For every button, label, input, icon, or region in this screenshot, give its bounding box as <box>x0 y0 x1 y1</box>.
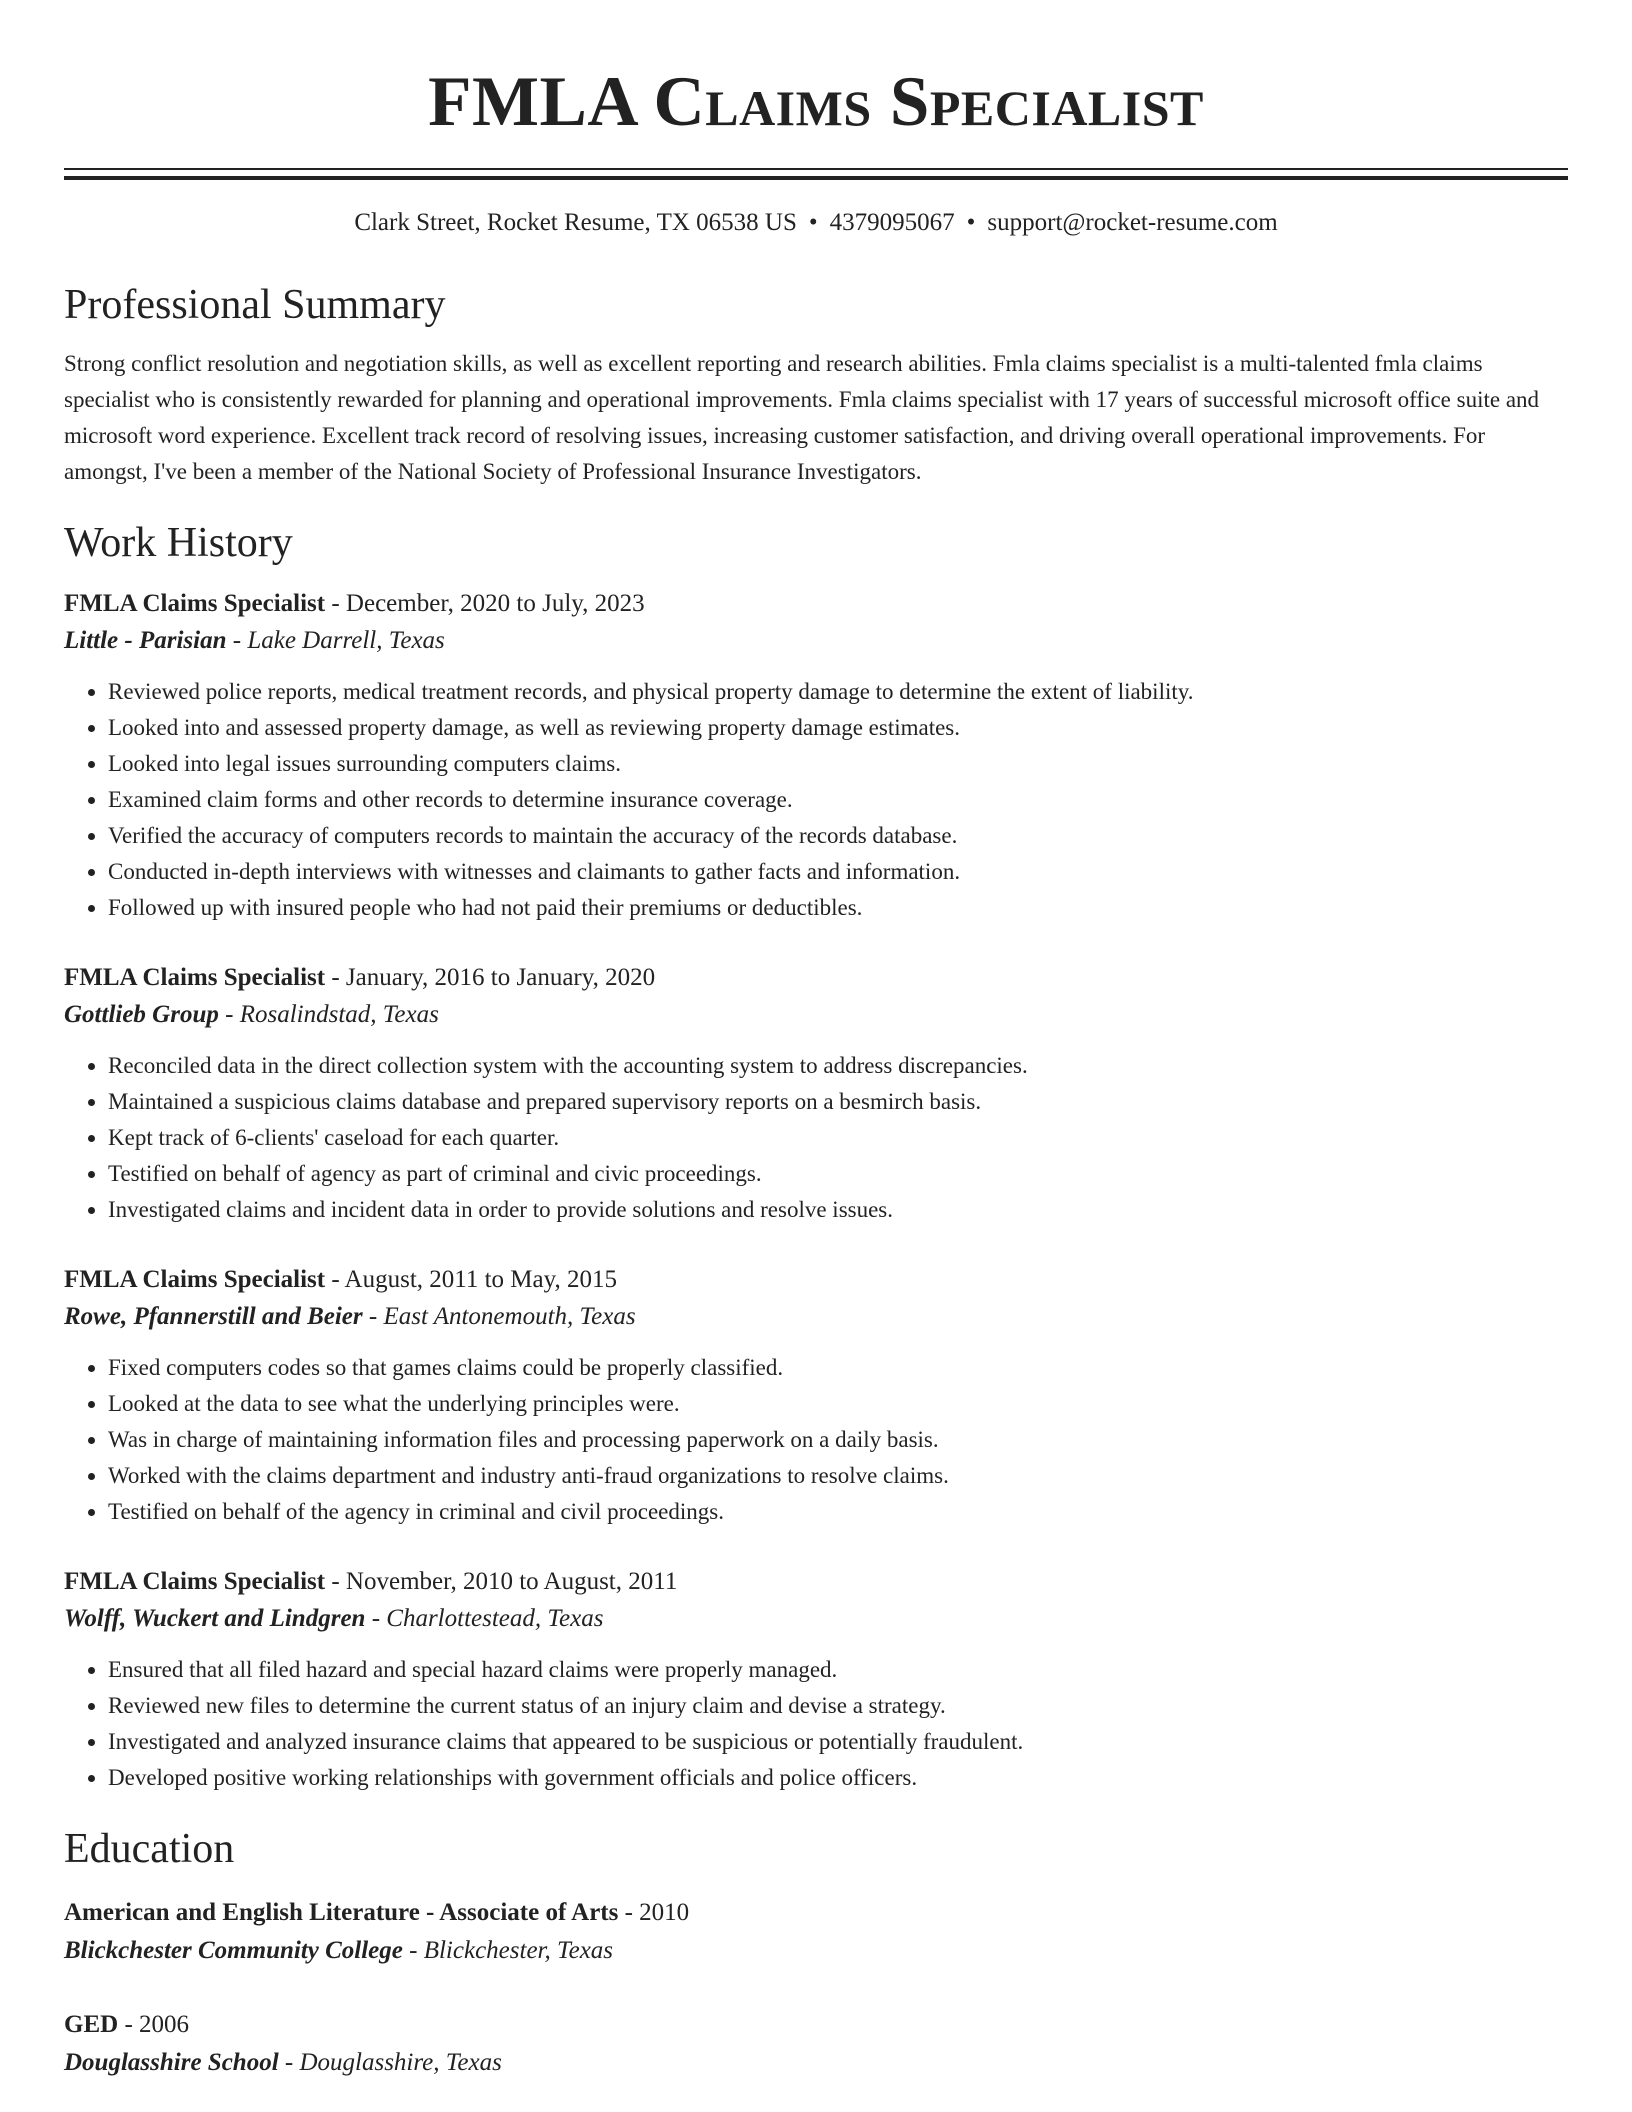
job-dates: - December, 2020 to July, 2023 <box>325 590 645 617</box>
edu-year: - 2006 <box>118 2011 190 2038</box>
edu-location: - Douglasshire, Texas <box>278 2049 502 2076</box>
edu-school: Douglasshire School <box>64 2049 279 2076</box>
job-role: FMLA Claims Specialist <box>64 590 326 617</box>
job-location: - Charlottestead, Texas <box>365 1605 604 1632</box>
job-bullets <box>64 1350 1568 1530</box>
job-company: Little - Parisian <box>64 627 227 654</box>
list-item: • Conducted in-depth interviews with witnesses and claimants to gather facts and information. <box>108 854 1568 890</box>
job-role: FMLA Claims Specialist <box>64 964 326 991</box>
list-item: • Looked into legal issues surrounding computers claims. <box>108 746 1568 782</box>
list-item: • Testified on behalf of agency as part of criminal and civic proceedings. <box>108 1156 1568 1192</box>
job-entry <box>64 1262 1568 1530</box>
job-entry <box>64 586 1568 926</box>
job-dates: - January, 2016 to January, 2020 <box>325 964 656 991</box>
list-item: • Looked at the data to see what the underlying principles were. <box>108 1386 1568 1422</box>
job-dates: - November, 2010 to August, 2011 <box>325 1568 678 1595</box>
employer-line <box>64 1298 1568 1336</box>
list-item: • Was in charge of maintaining information files and processing paperwork on a daily basis. <box>108 1422 1568 1458</box>
edu-school: Blickchester Community College <box>64 1937 403 1964</box>
school-line <box>64 2044 1568 2082</box>
job-company: Wolff, Wuckert and Lindgren <box>64 1605 366 1632</box>
degree-line <box>64 1894 1568 1932</box>
job-dates: - August, 2011 to May, 2015 <box>325 1266 618 1293</box>
employer-line <box>64 1600 1568 1638</box>
list-item: • Looked into and assessed property damage, as well as reviewing property damage estimates. <box>108 710 1568 746</box>
education-heading: Education <box>64 1826 235 1872</box>
edu-year: - 2010 <box>618 1899 690 1926</box>
job-title-line <box>64 586 1568 622</box>
list-item: • Testified on behalf of the agency in criminal and civil proceedings. <box>108 1494 1568 1530</box>
edu-location: - Blickchester, Texas <box>402 1937 614 1964</box>
summary-text: Strong conflict resolution and negotiation skills, as well as excellent reporting and research abilities. Fmla claims specialist is a multi-talented fmla claims specialist who is consistently rewarded for planning and operational improvements. Fmla claims specialist with 17 years of successful microsoft office suite and microsoft word experience. Excellent track record of resolving issues, increasing customer satisfaction, and driving overall operational improvements. For amongst, I've been a member of the National Society of Professional Insurance Investigators. <box>64 351 1540 484</box>
employer-line <box>64 622 1568 660</box>
contact-phone[interactable]: 4379095067 <box>829 209 955 236</box>
contact-separator: • <box>808 209 818 236</box>
job-company: Gottlieb Group <box>64 1001 219 1028</box>
job-location: - Lake Darrell, Texas <box>226 627 445 654</box>
work-history-heading: Work History <box>64 520 293 566</box>
list-item: • Fixed computers codes so that games claims could be properly classified. <box>108 1350 1568 1386</box>
job-role: FMLA Claims Specialist <box>64 1568 326 1595</box>
job-role: FMLA Claims Specialist <box>64 1266 326 1293</box>
list-item: • Developed positive working relationships with government officials and police officers. <box>108 1760 1568 1796</box>
page-title: FMLA Claims Specialist <box>428 63 1204 141</box>
contact-address: Clark Street, Rocket Resume, TX 06538 US <box>354 209 797 236</box>
list-item: • Investigated claims and incident data in order to provide solutions and resolve issues. <box>108 1192 1568 1228</box>
job-bullets <box>64 1652 1568 1796</box>
contact-separator: • <box>966 209 976 236</box>
list-item: • Ensured that all filed hazard and special hazard claims were properly managed. <box>108 1652 1568 1688</box>
list-item: • Examined claim forms and other records to determine insurance coverage. <box>108 782 1568 818</box>
job-company: Rowe, Pfannerstill and Beier <box>64 1303 363 1330</box>
job-location: - Rosalindstad, Texas <box>218 1001 439 1028</box>
employer-line <box>64 996 1568 1034</box>
job-title-line <box>64 1564 1568 1600</box>
contact-email[interactable]: support@rocket-resume.com <box>987 209 1278 236</box>
job-entry <box>64 960 1568 1228</box>
job-title-line <box>64 960 1568 996</box>
list-item: • Maintained a suspicious claims database and prepared supervisory reports on a besmirch basis. <box>108 1084 1568 1120</box>
list-item: • Kept track of 6-clients' caseload for each quarter. <box>108 1120 1568 1156</box>
education-entry <box>64 1894 1568 1970</box>
edu-degree: American and English Literature - Associate of Arts <box>64 1899 619 1926</box>
job-entry <box>64 1564 1568 1796</box>
list-item: • Verified the accuracy of computers records to maintain the accuracy of the records database. <box>108 818 1568 854</box>
job-location: - East Antonemouth, Texas <box>362 1303 636 1330</box>
list-item: • Investigated and analyzed insurance claims that appeared to be suspicious or potentially fraudulent. <box>108 1724 1568 1760</box>
list-item: • Reviewed new files to determine the current status of an injury claim and devise a strategy. <box>108 1688 1568 1724</box>
title-divider <box>64 168 1568 180</box>
degree-line <box>64 2006 1568 2044</box>
job-bullets <box>64 674 1568 926</box>
list-item: • Worked with the claims department and industry anti-fraud organizations to resolve claims. <box>108 1458 1568 1494</box>
summary-heading: Professional Summary <box>64 282 446 328</box>
education-entry <box>64 2006 1568 2082</box>
contact-line <box>64 206 1568 240</box>
list-item: • Reviewed police reports, medical treatment records, and physical property damage to determine the extent of liability. <box>108 674 1568 710</box>
list-item: • Followed up with insured people who had not paid their premiums or deductibles. <box>108 890 1568 926</box>
job-title-line <box>64 1262 1568 1298</box>
list-item: • Reconciled data in the direct collection system with the accounting system to address discrepancies. <box>108 1048 1568 1084</box>
school-line <box>64 1932 1568 1970</box>
edu-degree: GED <box>64 2011 119 2038</box>
job-bullets <box>64 1048 1568 1228</box>
